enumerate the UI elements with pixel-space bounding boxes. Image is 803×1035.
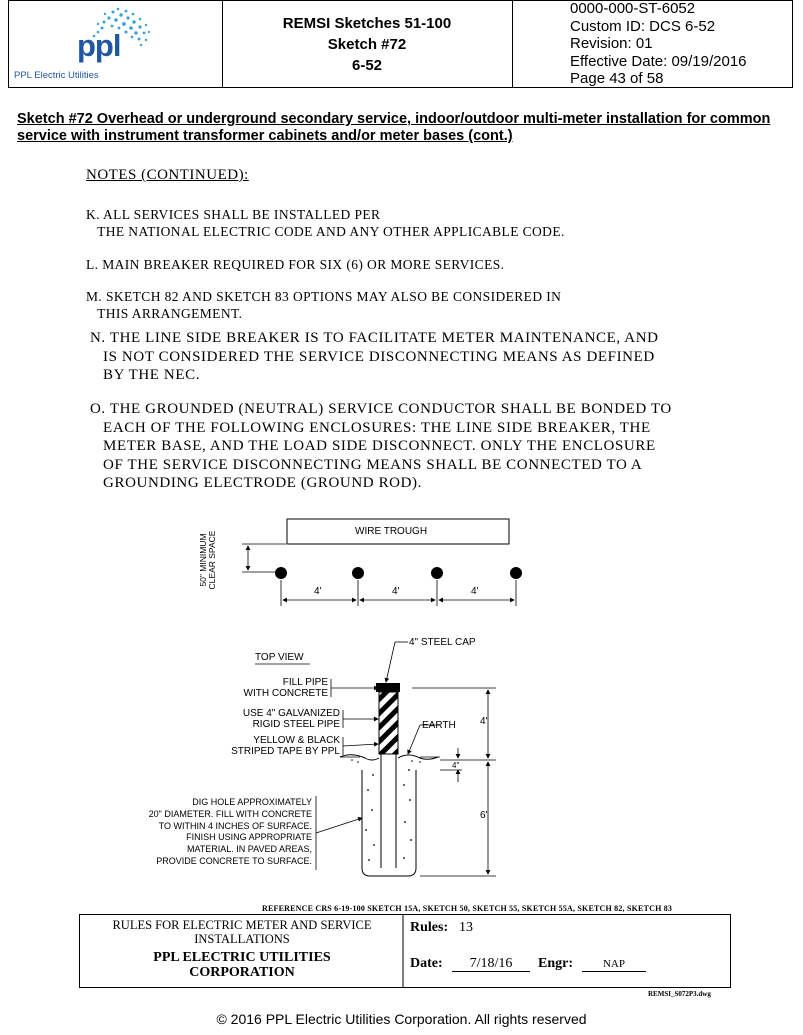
notes-heading: NOTES (CONTINUED):	[86, 167, 249, 183]
small-dim-label: 4"	[452, 761, 460, 770]
header-center-line: Sketch #72	[327, 36, 407, 53]
steel-cap	[376, 683, 400, 692]
wire-trough-label: WIRE TROUGH	[355, 526, 428, 537]
note-k: K. ALL SERVICES SHALL BE INSTALLED PER THE NATIONAL ELECTRIC CODE AND ANY OTHER APPLICABLE CODE.	[86, 207, 565, 239]
doc-number: 0000-000-ST-6052	[570, 0, 696, 17]
clearance-label: 50" MINIMUM CLEAR SPACE	[198, 530, 217, 590]
spacing-label: 4'	[314, 586, 322, 597]
post-marker	[510, 567, 522, 579]
post-marker	[431, 567, 443, 579]
rules-value: 13	[459, 920, 473, 935]
depth-label: 6'	[480, 810, 488, 821]
header-center-line: 6-52	[351, 57, 383, 74]
revision: Revision: 01	[570, 35, 653, 52]
engr-label: Engr:	[538, 956, 573, 971]
drawing-file: REMSI_S072P3.dwg	[648, 990, 711, 998]
fill-pipe-label: FILL PIPE WITH CONCRETE	[243, 677, 328, 699]
height-label: 4'	[480, 716, 488, 727]
post-marker	[275, 567, 287, 579]
company-name: PPL ELECTRIC UTILITIES CORPORATION	[153, 950, 331, 980]
spacing-label: 4'	[471, 586, 479, 597]
note-l: L. MAIN BREAKER REQUIRED FOR SIX (6) OR MORE SERVICES.	[86, 257, 505, 272]
top-view-label: TOP VIEW	[255, 652, 304, 663]
post-marker	[352, 567, 364, 579]
engr-value: NAP	[582, 958, 646, 972]
concrete-hole	[362, 770, 416, 876]
effective-date: Effective Date: 09/19/2016	[570, 52, 747, 70]
date-label: Date:	[410, 956, 443, 971]
striped-pipe	[379, 692, 398, 754]
steel-cap-label: 4" STEEL CAP	[409, 637, 476, 648]
dig-hole-label: DIG HOLE APPROXIMATELY 20" DIAMETER. FILL WITH CONCRETE TO WITHIN 4 INCHES OF SURFACE. FINISH USING APPROPRIATE MATERIAL. IN PAVED AREAS, PROVIDE CONCRETE TO SURFACE.	[148, 797, 312, 866]
date-value: 7/18/16	[452, 956, 530, 972]
ppl-logo: ppl	[77, 28, 121, 63]
page-number: Page 43 of 58	[570, 70, 664, 87]
note-m: M. SKETCH 82 AND SKETCH 83 OPTIONS MAY ALSO BE CONSIDERED IN THIS ARRANGEMENT.	[86, 289, 562, 321]
reference-note: REFERENCE CRS 6-19-100 SKETCH 15A, SKETCH 50, SKETCH 55, SKETCH 55A, SKETCH 82, SKETCH 83	[262, 904, 673, 913]
custom-id: Custom ID: DCS 6-52	[570, 17, 716, 35]
logo-subtitle: PPL Electric Utilities	[14, 70, 99, 81]
earth-label: EARTH	[422, 720, 456, 731]
note-n: N. THE LINE SIDE BREAKER IS TO FACILITATE METER MAINTENANCE, AND IS NOT CONSIDERED THE SERVICE DISCONNECTING MEANS AS DEFINED BY THE NEC.	[90, 330, 659, 383]
copyright-footer: © 2016 PPL Electric Utilities Corporation. All rights reserved	[216, 1011, 587, 1027]
note-o: O. THE GROUNDED (NEUTRAL) SERVICE CONDUCTOR SHALL BE BONDED TO EACH OF THE FOLLOWING ENCLOSURES: THE LINE SIDE BREAKER, THE METER BASE, AND THE LOAD SIDE DISCONNECT. ONLY THE ENCLOSURE OF THE SERVICE DISCONNECTING MEANS SHALL BE CONNECTED TO A GROUNDING ELECTRODE (GROUND ROD).	[90, 401, 672, 491]
header-center-line: REMSI Sketches 51-100	[282, 15, 452, 32]
pipe-spec-label: USE 4" GALVANIZED RIGID STEEL PIPE	[242, 708, 340, 730]
tape-label: YELLOW & BLACK STRIPED TAPE BY PPL	[231, 735, 340, 757]
spacing-label: 4'	[392, 586, 400, 597]
rules-title: RULES FOR ELECTRIC METER AND SERVICE INSTALLATIONS	[112, 918, 372, 946]
rules-label: Rules:	[410, 920, 449, 935]
page-title: Sketch #72 Overhead or underground secondary service, indoor/outdoor multi-meter installation for common service with instrument transformer cabinets and/or meter bases (cont.)	[17, 111, 771, 144]
